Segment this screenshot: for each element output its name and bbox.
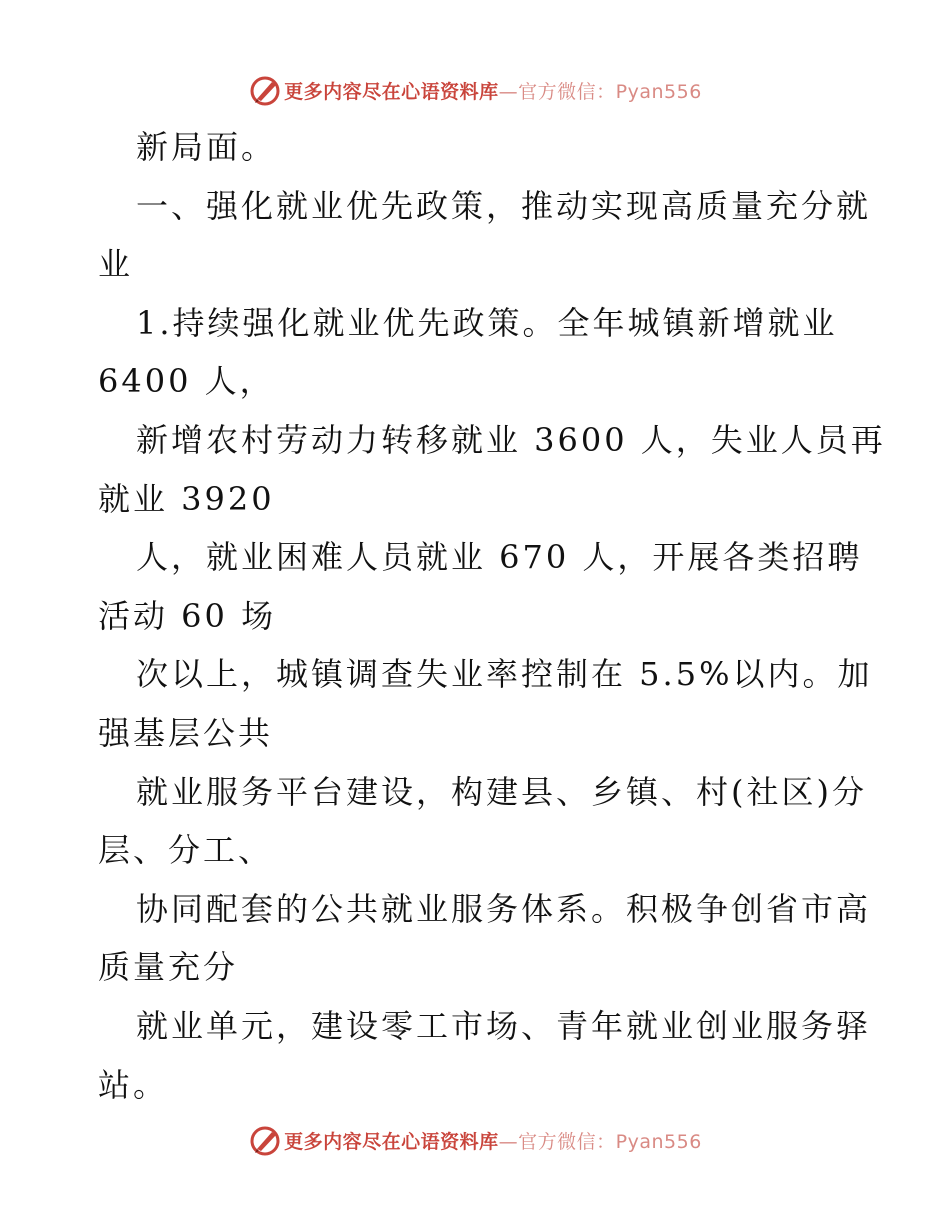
body-text-line: 站。 [98, 1065, 169, 1104]
body-text-line: 强基层公共 [98, 713, 274, 752]
header-watermark [0, 72, 950, 108]
watermark-text [284, 77, 702, 104]
pen-circle-logo-icon [248, 1123, 282, 1157]
body-text-line: 协同配套的公共就业服务体系。积极争创省市高 [136, 889, 872, 928]
body-text-line: 就业单元，建设零工市场、青年就业创业服务驿 [136, 1006, 872, 1045]
body-text-line: 新增农村劳动力转移就业 3600 人，失业人员再 [136, 420, 886, 459]
document-body [98, 118, 886, 1114]
body-text-line: 新局面。 [136, 128, 277, 166]
body-text-line: 质量充分 [98, 948, 239, 987]
body-text-line: 1.持续强化就业优先政策。全年城镇新增就业 [136, 303, 838, 342]
watermark-tail-text: —官方微信：Pyan556 [498, 80, 702, 103]
watermark-main-text: 更多内容尽在心语资料库 [284, 80, 499, 103]
pen-circle-logo-icon [248, 73, 282, 107]
body-text-line: 活动 60 场 [98, 596, 277, 635]
body-text-line: 就业 3920 [98, 479, 275, 518]
watermark-tail-text: —官方微信：Pyan556 [498, 1130, 702, 1153]
body-text-line: 业 [98, 245, 134, 284]
body-text-line: 一、强化就业优先政策，推动实现高质量充分就 [136, 186, 872, 225]
watermark-text [284, 1127, 702, 1154]
body-text-line: 层、分工、 [98, 831, 274, 870]
body-text-line: 6400 人， [98, 362, 275, 401]
watermark-main-text: 更多内容尽在心语资料库 [284, 1130, 499, 1153]
body-text-line: 次以上，城镇调查失业率控制在 5.5%以内。加 [136, 655, 873, 694]
footer-watermark [0, 1122, 950, 1158]
body-text-line: 就业服务平台建设，构建县、乡镇、村(社区)分 [136, 772, 867, 811]
body-text-line: 人，就业困难人员就业 670 人，开展各类招聘 [136, 538, 863, 577]
